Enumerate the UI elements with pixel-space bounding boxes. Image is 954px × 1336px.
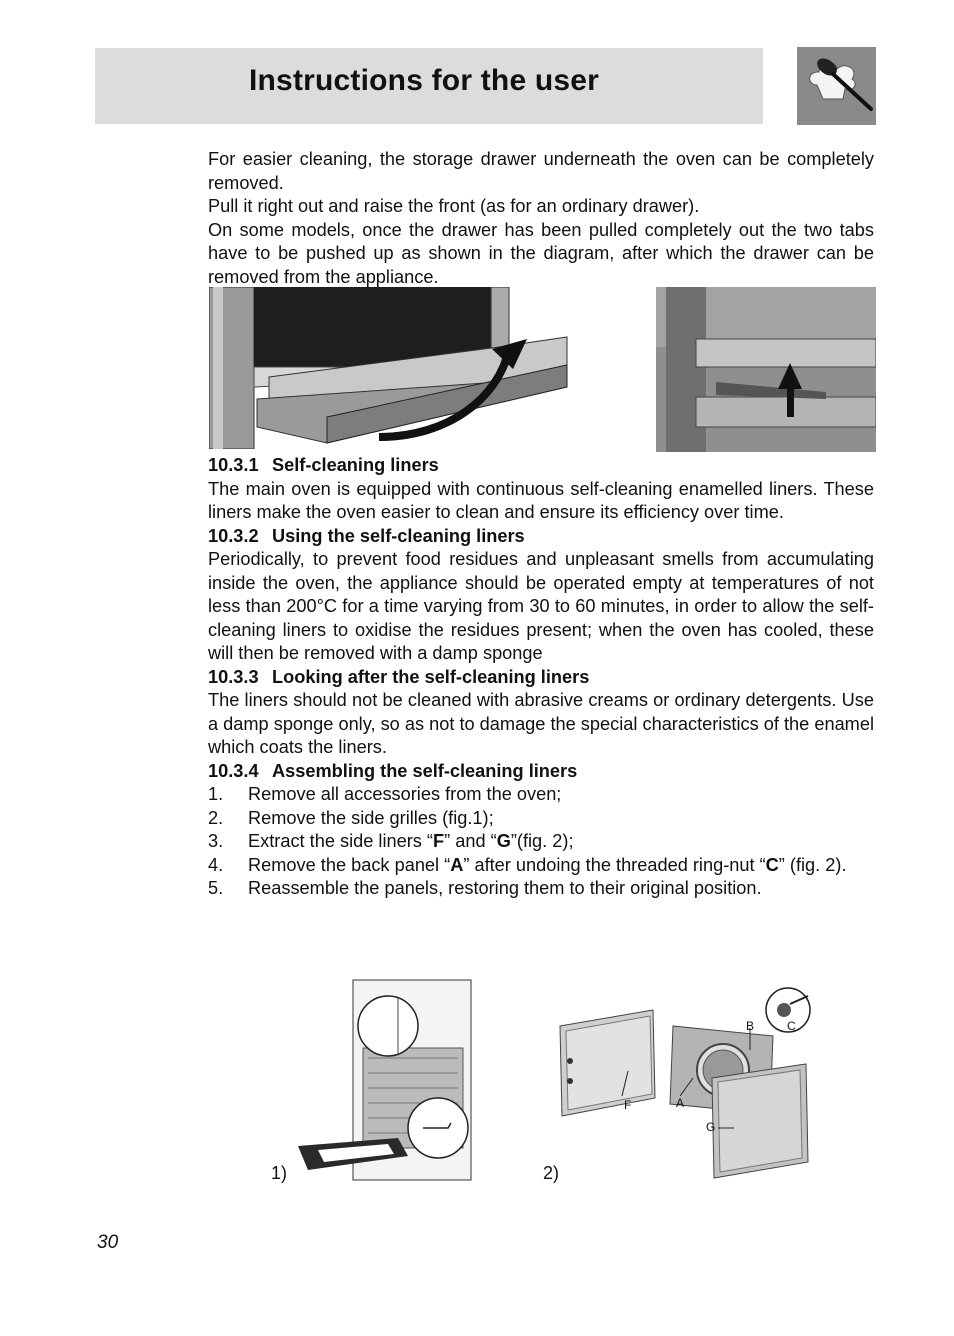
drawer-tab-photo (656, 287, 876, 452)
list-number: 5. (208, 878, 224, 898)
list-item (208, 830, 874, 854)
label-a: A (450, 854, 464, 875)
section-title: Using the self-cleaning liners (272, 525, 525, 546)
label-f: F (432, 831, 445, 851)
intro-block (208, 148, 874, 289)
list-item (208, 854, 874, 878)
section-heading (208, 760, 874, 784)
list-text: ” and “ (444, 831, 497, 851)
fig2-label-a: A (676, 1096, 685, 1110)
figure-1-side-grilles (288, 978, 472, 1184)
section-body: The main oven is equipped with continuous self-cleaning enamelled liners. These liners make the oven easier to clean and ensure its efficiency over time. (208, 478, 874, 522)
section-heading (208, 666, 874, 690)
list-number: 4. (208, 854, 224, 875)
list-number: 3. (208, 831, 224, 851)
section-heading (208, 525, 874, 549)
list-text: Extract the side liners “ (248, 831, 433, 851)
intro-paragraph-3: On some models, once the drawer has been pulled completely out the two tabs have to be pushed up as shown in the diagram, after which the drawer can be removed from the appliance. (208, 219, 874, 287)
section-number: 10.3.3 (208, 666, 259, 687)
list-text: Remove the back panel “ (248, 854, 451, 875)
list-text: ” after undoing the threaded ring-nut “ (463, 854, 766, 875)
section-number: 10.3.2 (208, 525, 259, 546)
list-number: 2. (208, 807, 224, 828)
fig2-label-f: F (624, 1098, 632, 1112)
page-title: Instructions for the user (249, 64, 600, 97)
section-title: Looking after the self-cleaning liners (272, 666, 590, 687)
list-text: ” (fig. 2). (778, 854, 847, 875)
figure-1-caption: 1) (271, 1163, 288, 1183)
intro-paragraph-2: Pull it right out and raise the front (as for an ordinary drawer). (208, 196, 700, 216)
figure-2-liners (558, 986, 814, 1184)
section-body: Periodically, to prevent food residues and unpleasant smells from accumulating inside the oven, the appliance should be operated empty at temperatures of not less than 200°C for a time varying from 30 to 60 minutes, in order to allow the self-cleaning liners to oxidise the residues present; when the oven has cooled, these will then be removed with a damp sponge (208, 549, 874, 663)
header-bar (95, 48, 763, 124)
section-title: Assembling the self-cleaning liners (272, 760, 578, 781)
list-text: Reassemble the panels, restoring them to their original position. (248, 878, 762, 898)
fig2-label-c: C (787, 1019, 796, 1033)
fig2-label-g: G (706, 1120, 716, 1134)
list-text: Remove all accessories from the oven; (248, 784, 562, 804)
label-g: G (496, 831, 511, 851)
page-number: 30 (97, 1232, 119, 1253)
list-item (208, 877, 874, 901)
sections-block (208, 453, 874, 901)
chef-hat-spoon-icon (797, 47, 876, 125)
section-number: 10.3.4 (208, 760, 259, 781)
figure-2-caption: 2) (543, 1163, 560, 1183)
fig2-label-b: B (746, 1019, 755, 1033)
list-item (208, 807, 874, 831)
list-number: 1. (208, 784, 224, 804)
list-item (208, 783, 874, 807)
drawer-removal-illustration (209, 287, 569, 449)
section-number: 10.3.1 (208, 455, 259, 475)
section-heading (208, 454, 874, 478)
label-c: C (765, 854, 779, 875)
list-text: ”(fig. 2); (510, 831, 574, 851)
section-title: Self-cleaning liners (272, 455, 439, 475)
section-body: The liners should not be cleaned with abrasive creams or ordinary detergents. Use a damp sponge only, so as not to damage the special characteristics of the enamel which coats the liners. (208, 690, 874, 757)
list-text: Remove the side grilles (fig.1); (248, 807, 494, 828)
intro-paragraph-1: For easier cleaning, the storage drawer underneath the oven can be completely removed. (208, 149, 874, 193)
